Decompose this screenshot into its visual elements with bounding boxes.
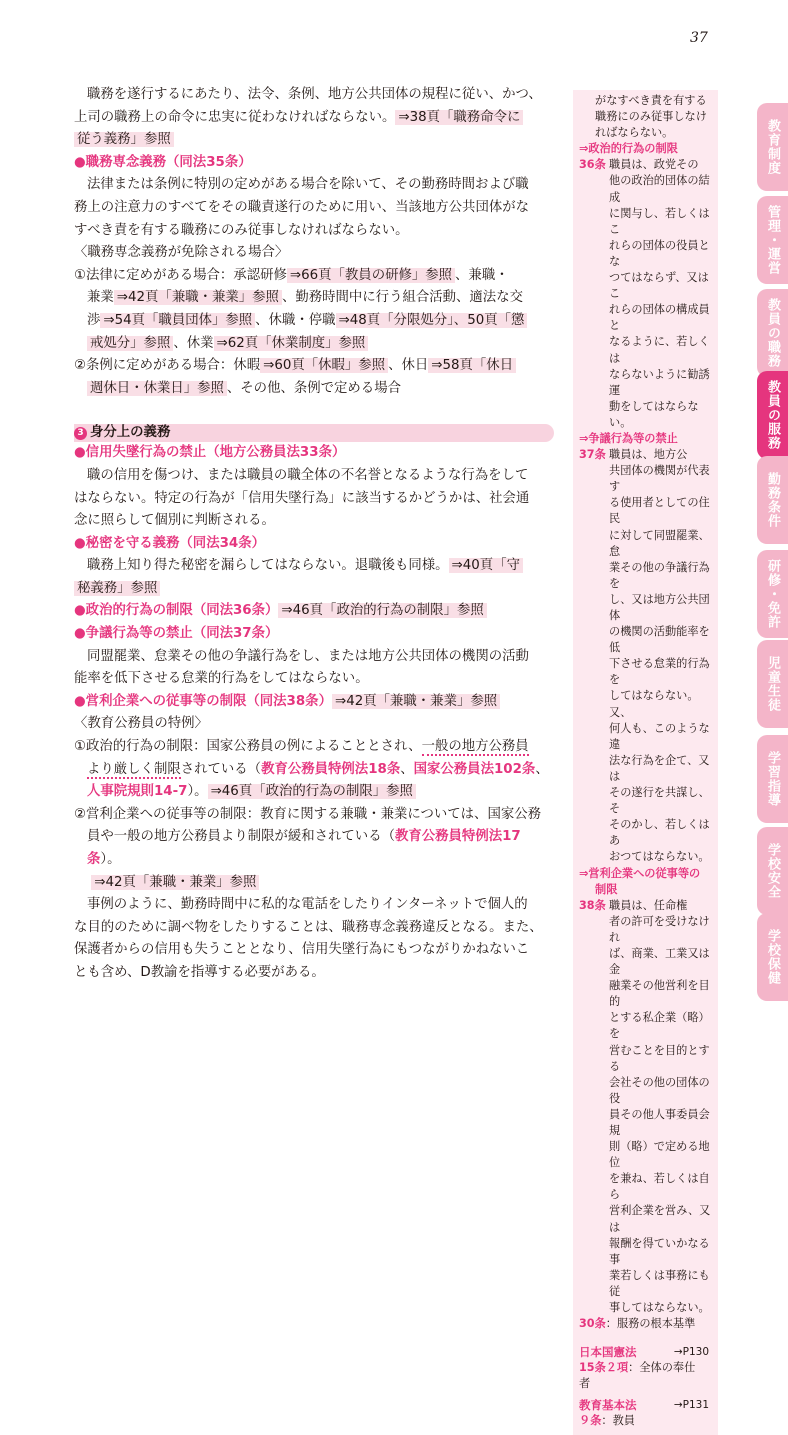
- tab-jido-seito[interactable]: 児童生徒: [757, 640, 788, 728]
- ref-duty-command: ⇒38頁「職務命令に: [395, 110, 523, 125]
- tokurei-eiri: ②営利企業への従事等の制限：教育に関する兼職・兼業については、国家公務 員や一般の地方公務員より制限が緩和されている（教育公務員特例法17条）。 ⇒42頁「兼職・兼業」参照: [74, 806, 542, 890]
- sidebar-label-seiji: ⇒政治的行為の制限: [579, 142, 678, 156]
- tab-kyoiku-seido[interactable]: 教育制度: [757, 103, 788, 191]
- chapter-tabs: [757, 0, 788, 1109]
- law-kyoiku-kihon: 教育基本法 →P131: [579, 1397, 709, 1412]
- article-36: 36条 職員は、政党その 他の政治的団体の結成 に関与し、若しくはこ れらの団体の役員とな つてはならず、又はこ れらの団体の構成員と なるように、若しくは ならないように勧誘運 動をしてはならない。: [579, 158, 710, 429]
- article-38: 38条 職員は、任命権 者の許可を受けなけれ ば、商業、工業又は金 融業その他営利を目的 とする私企業（略）を 営むことを目的とする 会社その他の団体の役 員その他人事委員会規 則（略）で定める地位 を兼ね、若しくは自ら 営利企業を営み、又は 報酬を得ていかなる事 業若しくは事務にも従 事してはならない。: [579, 898, 711, 1315]
- tab-gakushu-shido[interactable]: 学習指導: [757, 735, 788, 823]
- page-number: 37: [690, 30, 708, 46]
- sidebar-label-eiri: ⇒営利企業への従事等の 制限: [579, 866, 701, 896]
- paragraph-sennen: 法律または条例に特別の定めがある場合を除いて、その勤務時間および職: [87, 177, 529, 193]
- heading-himitsu: ●秘密を守る義務（同法34条）: [74, 535, 266, 551]
- sidebar-law-excerpts: がなすべき責を有する 職務にのみ従事しなけ ればならない。 ⇒政治的行為の制限 36条 職員は、政党その 他の政治的団体の結成 に関与し、若しくはこ れらの団体の役員とな つてはならず、又はこ れらの団体の構成員と なるように、若しくは ならないように勧誘運 動をしてはならない。 ⇒争議行為等の禁止 37条 職員は、地方公 共団体の機関が代表す る使用者としての住民 に対して同盟罷業、怠 業その他の争議行為を し、又は地方公共団体 の機関の活動能率を低 下させる怠業的行為を してはならない。又、 何人も、このような違 法な行為を企て、又は その遂行を共謀し、そ そのかし、若しくはあ おつてはならない。 ⇒営利企業への従事等の 制限 38条 職員は、任命権 者の許可を受けなけれ ば、商業、工業又は金 融業その他営利を目的 とする私企業（略）を 営むことを目的とする 会社その他の団体の役 員その他人事委員会規 則（略）で定める地位 を兼ね、若しくは自ら 営利企業を営み、又は 報酬を得ていかなる事 業若しくは事務にも従 事してはならない。 30条：服務の根本基準 日本国憲法 →P130 15条２項：全体の奉仕 者 教育基本法 →P131 ９条：教員: [573, 90, 718, 1435]
- heading-sougi: ●争議行為等の禁止（同法37条）: [74, 626, 279, 642]
- main-text: 職務を遂行するにあたり、法令、条例、地方公共団体の規程に従い、かつ、 上司の職務上の命令に忠実に従わなければならない。 ⇒38頁「職務命令に 従う義務」参照 ●職務専念義務（同法35条） 法律または条例に特別の定めがある場合を除いて、その勤務時間および職 務上の注意力のすべてをその職責遂行のために用い、当該地方公共団体がな すべき責を有する職務にのみ従事しなければならない。 〈職務専念義務が免除される場合〉 ①法律に定めがある場合：承認研修 ⇒66頁「教員の研修」参照 、兼職・ 兼業 ⇒42頁「兼職・兼業」参照 、勤務時間中に行う組合活動、適法な交 渉 ⇒54頁「職員団体」参照 、休職・停職 ⇒48頁「分限処分」、50頁「懲 戒処分」参照 、休業 ⇒62頁「休業制度」参照 ②条例に定めがある場合：休暇 ⇒60頁「休暇」参照 、休日 ⇒58頁「休日 週休日・休業日」参照 、その他、条例で定める場合 3 身分上の義務 ●信用失墜行為の禁止（地方公務員法33条） 職の信用を傷つけ、または職員の職全体の不名誉となるような行為をして はならない。特定の行為が「信用失墜行為」に該当するかどうかは、社会通 念に照らして個別に判断される。 ●秘密を守る義務（同法34条） 職務上知り得た秘密を漏らしてはならない。退職後も同様。 ⇒40頁「守 秘義務」参照 ●政治的行為の制限（同法36条） ⇒46頁「政治的行為の制限」参照 ●争議行為等の禁止（同法37条） 同盟罷業、怠業その他の争議行為をし、または地方公共団体の機関の活動 能率を低下させる怠業的行為をしてはならない。 ●営利企業への従事等の制限（同法38条） ⇒42頁「兼職・兼業」参照 〈教育公務員の特例〉 ①政治的行為の制限：国家公務員の例によることとされ、一般の地方公務員 より厳しく制限されている（教育公務員特例法18条、国家公務員法102条、 人事院規則14-7）。 ⇒46頁「政治的行為の制限」参照 ②営利企業への従事等の制限：教育に関する兼職・兼業については、国家公務 員や一般の地方公務員より制限が緩和されている（教育公務員特例法17条）。 ⇒42頁「兼職・兼業」参照 事例のように、勤務時間中に私的な電話をしたりインターネットで個人的 な目的のために調べ物をしたりすることは、職務専念義務違反となる。また、 保護者からの信用も失うこととなり、信用失墜行為にもつながりかねないこ とも含め、D教諭を指導する必要がある。: [74, 84, 554, 985]
- article-37: 37条 職員は、地方公 共団体の機関が代表す る使用者としての住民 に対して同盟罷業、怠 業その他の争議行為を し、又は地方公共団体 の機関の活動能率を低 下させる怠業的行為を してはならない。又、 何人も、このような違 法な行為を企て、又は その遂行を共謀し、そ そのかし、若しくはあ おつてはならない。: [579, 448, 710, 864]
- tab-kanri-unei[interactable]: 管理・運営: [757, 196, 788, 284]
- tab-kenshu-menkyo[interactable]: 研修・免許: [757, 550, 788, 638]
- section-number: 3: [74, 427, 87, 440]
- law-kenpo-article: 15条２項：全体の奉仕 者: [579, 1361, 696, 1391]
- heading-exemption: 〈職務専念義務が免除される場合〉: [74, 245, 289, 261]
- tab-kyoin-fukumu[interactable]: 教員の服務: [757, 371, 788, 459]
- paragraph-duty-intro: 職務を遂行するにあたり、法令、条例、地方公共団体の規程に従い、かつ、: [87, 87, 542, 102]
- paragraph-closing: 事例のように、勤務時間中に私的な電話をしたりインターネットで個人的: [87, 897, 528, 913]
- exemption-ordinance: ②条例に定めがある場合：休暇 ⇒60頁「休暇」参照 、休日 ⇒58頁「休日 週休日・休業日」参照 、その他、条例で定める場合: [74, 355, 554, 400]
- law-kyoiku-kihon-article: ９条：教員: [579, 1413, 635, 1427]
- sidebar-label-sougi: ⇒争議行為等の禁止: [579, 431, 678, 445]
- tokurei-seiji: ①政治的行為の制限：国家公務員の例によることとされ、一般の地方公務員 より厳しく制限されている（教育公務員特例法18条、国家公務員法102条、 人事院規則14-7）。 ⇒46頁「政治的行為の制限」参照: [74, 739, 549, 800]
- tab-kyoin-shokumu[interactable]: 教員の職務: [757, 289, 788, 377]
- heading-seiji: ●政治的行為の制限（同法36条） ⇒46頁「政治的行為の制限」参照: [74, 600, 554, 623]
- heading-eiri: ●営利企業への従事等の制限（同法38条） ⇒42頁「兼職・兼業」参照: [74, 691, 554, 714]
- exemption-law: ①法律に定めがある場合：承認研修 ⇒66頁「教員の研修」参照 、兼職・ 兼業 ⇒42頁「兼職・兼業」参照 、勤務時間中に行う組合活動、適法な交 渉 ⇒54頁「職員団体」参照 、休職・停職 ⇒48頁「分限処分」、50頁「懲 戒処分」参照 、休業 ⇒62頁「休業制度」参照: [74, 265, 554, 355]
- heading-shokumu-sennen: ●職務専念義務（同法35条）: [74, 154, 252, 170]
- heading-tokurei: 〈教育公務員の特例〉: [74, 716, 208, 732]
- section-heading-mibun: 3 身分上の義務: [74, 424, 554, 442]
- tab-kinmu-joken[interactable]: 勤務条件: [757, 456, 788, 544]
- heading-shinyo: ●信用失墜行為の禁止（地方公務員法33条）: [74, 445, 346, 461]
- tab-gakko-hoken[interactable]: 学校保健: [757, 913, 788, 1001]
- law-kenpo: 日本国憲法 →P130: [579, 1345, 709, 1360]
- tab-gakko-anzen[interactable]: 学校安全: [757, 827, 788, 915]
- article-30: 30条：服務の根本基準: [579, 1317, 696, 1331]
